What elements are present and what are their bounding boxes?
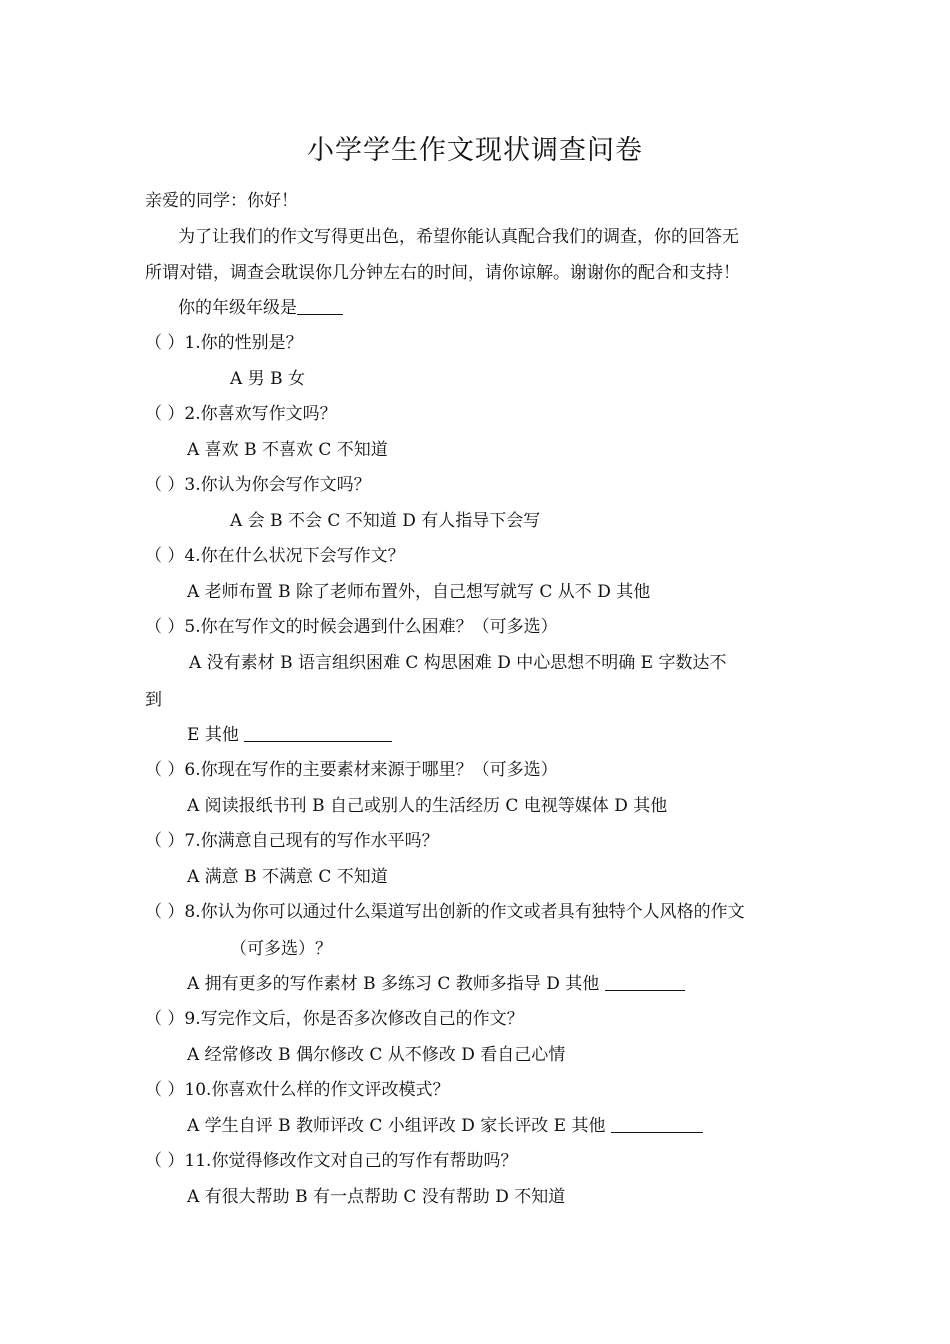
question-5-options-1: A 没有素材 B 语言组织困难 C 构思困难 D 中心思想不明确 E 字数达不 [189,653,727,673]
question-11-options: A 有很大帮助 B 有一点帮助 C 没有帮助 D 不知道 [187,1187,566,1207]
question-8-line-2: （可多选）？ [230,939,332,959]
grade-prompt: 你的年级年级是 [178,298,297,318]
question-9-options: A 经常修改 B 偶尔修改 C 从不修改 D 看自己心情 [187,1045,566,1065]
question-1-options: A 男 B 女 [230,369,305,389]
question-7: （ ）7.你满意自己现有的写作水平吗？ [145,831,439,851]
greeting: 亲爱的同学：你好！ [145,191,298,211]
intro-line-2: 所谓对错，调查会耽误你几分钟左右的时间，请你谅解。谢谢你的配合和支持！ [145,263,740,283]
question-10: （ ）10.你喜欢什么样的作文评改模式？ [145,1080,450,1100]
question-8-options-line [187,973,685,995]
question-5-other: E 其他 [187,725,239,745]
question-10-other-blank[interactable] [611,1116,703,1133]
question-8-options: A 拥有更多的写作素材 B 多练习 C 教师多指导 D 其他 [187,974,600,994]
question-5-other-line [187,724,392,746]
question-6-options: A 阅读报纸书刊 B 自己或别人的生活经历 C 电视等媒体 D 其他 [187,796,668,816]
question-2: （ ）2.你喜欢写作文吗？ [145,404,337,424]
grade-line [178,297,343,319]
question-3: （ ）3.你认为你会写作文吗？ [145,475,371,495]
question-6: （ ）6.你现在写作的主要素材来源于哪里？（可多选） [145,760,558,780]
grade-blank[interactable] [297,298,343,315]
question-1: （ ）1.你的性别是？ [145,333,303,353]
question-7-options: A 满意 B 不满意 C 不知道 [187,867,388,887]
question-11: （ ）11.你觉得修改作文对自己的写作有帮助吗？ [145,1151,518,1171]
question-4-options: A 老师布置 B 除了老师布置外，自己想写就写 C 从不 D 其他 [187,582,651,602]
question-4: （ ）4.你在什么状况下会写作文？ [145,546,405,566]
question-10-options-line [187,1115,703,1137]
question-5-other-blank[interactable] [244,725,392,742]
question-5-options-2: 到 [145,690,162,710]
question-5: （ ）5.你在写作文的时候会遇到什么困难？（可多选） [145,617,558,637]
question-8-other-blank[interactable] [605,974,685,991]
intro-line-1: 为了让我们的作文写得更出色，希望你能认真配合我们的调查，你的回答无 [178,227,739,247]
question-3-options: A 会 B 不会 C 不知道 D 有人指导下会写 [230,511,541,531]
page-title: 小学学生作文现状调查问卷 [307,135,643,166]
question-2-options: A 喜欢 B 不喜欢 C 不知道 [187,440,388,460]
question-8-line-1: （ ）8.你认为你可以通过什么渠道写出创新的作文或者具有独特个人风格的作文 [145,902,745,922]
question-9: （ ）9.写完作文后，你是否多次修改自己的作文？ [145,1009,524,1029]
question-10-options: A 学生自评 B 教师评改 C 小组评改 D 家长评改 E 其他 [187,1116,606,1136]
